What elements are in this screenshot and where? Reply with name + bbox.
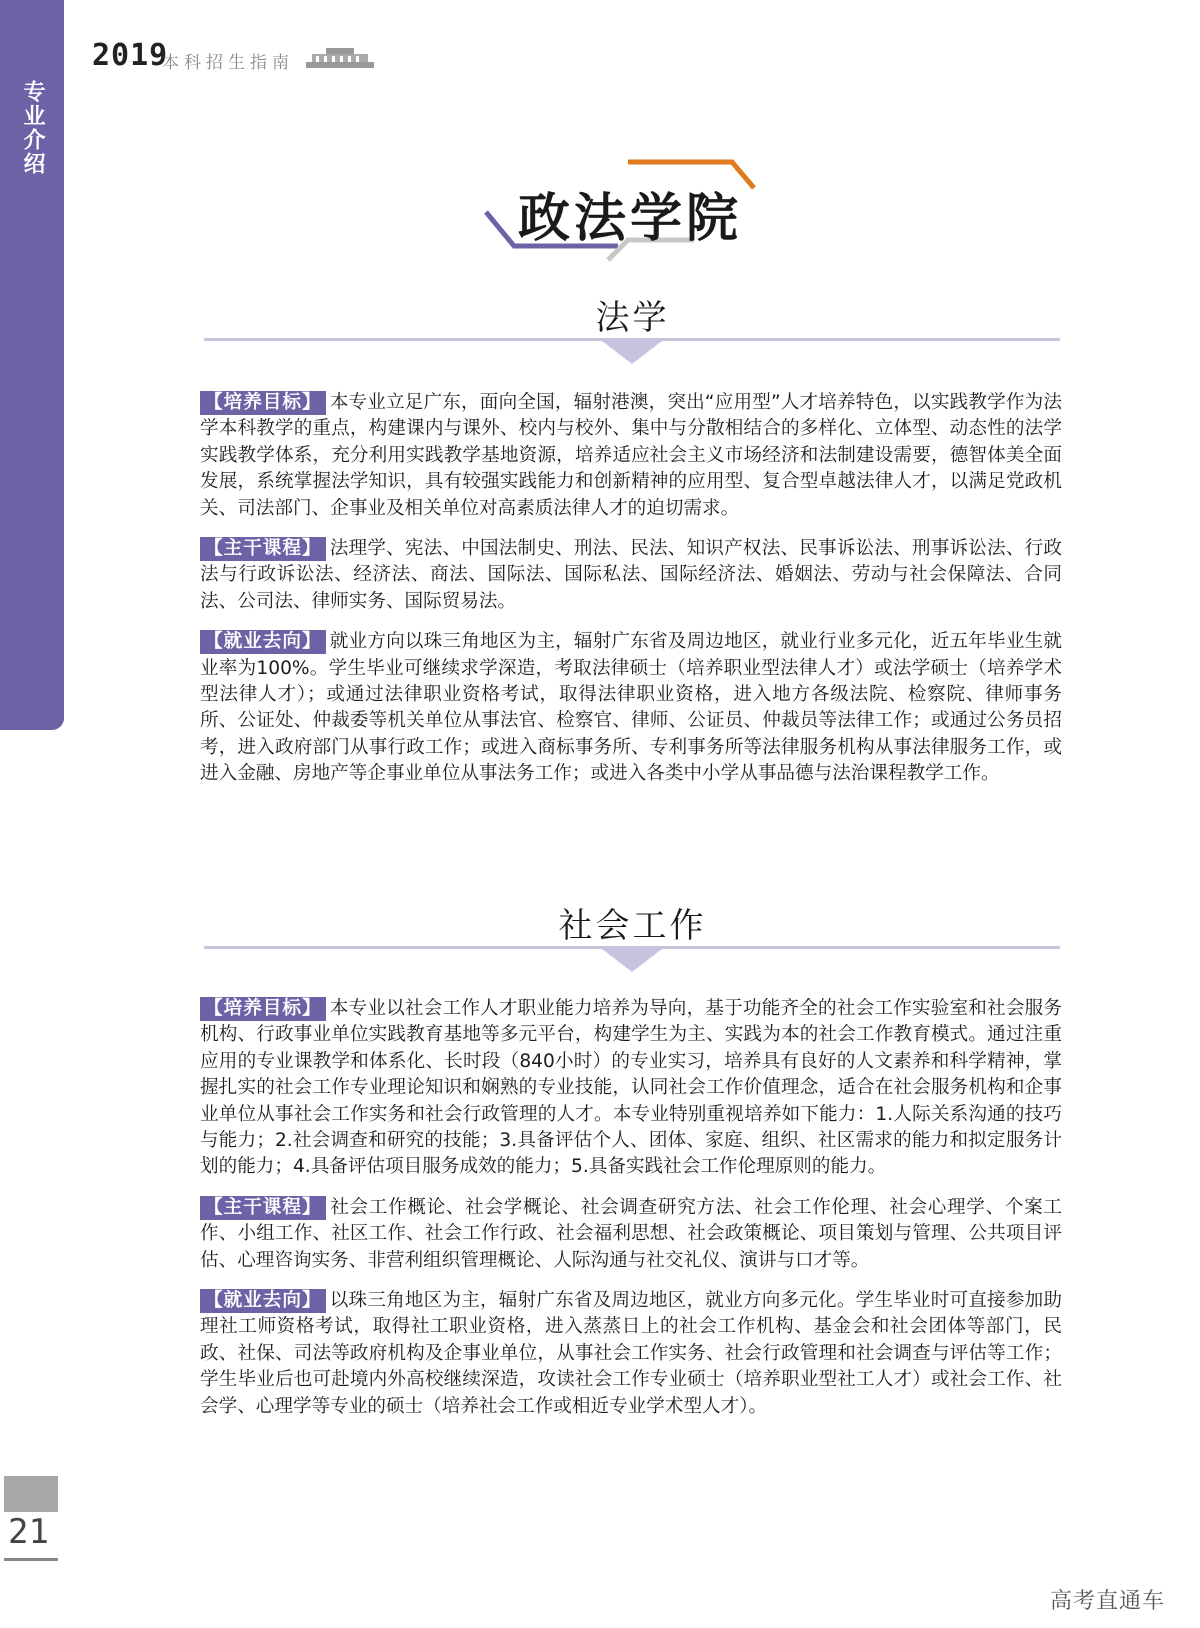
major-divider	[204, 940, 1060, 980]
section-tag: 【培养目标】	[200, 391, 326, 415]
section-text: 社会工作概论、社会学概论、社会调查研究方法、社会工作伦理、社会心理学、个案工作、小组工作、社区工作、社会工作行政、社会福利思想、社会政策概论、项目策划与管理、公共项目评估、心理咨询实务、非营利组织管理概论、人际沟通与社交礼仪、演讲与口才等。	[200, 1196, 1062, 1271]
section-tag: 【主干课程】	[200, 1196, 326, 1220]
law-training-goal	[200, 390, 1062, 522]
header-year: 2019	[92, 38, 169, 73]
section-text: 本专业以社会工作人才职业能力培养为导向，基于功能齐全的社会工作实验室和社会服务机构、行政事业单位实践教育基地等多元平台，构建学生为主、实践为本的社会工作教育模式。通过注重应用的专业课教学和体系化、长时段（840小时）的专业实习，培养具有良好的人文素养和科学精神，掌握扎实的社会工作专业理论知识和娴熟的专业技能，认同社会工作价值理念，适合在社会服务机构和企事业单位从事社会工作实务和社会行政管理的人才。本专业特别重视培养如下能力：1.人际关系沟通的技巧与能力；2.社会调查和研究的技能；3.具备评估个人、团体、家庭、组织、社区需求的能力和拟定服务计划的能力；4.具备评估项目服务成效的能力；5.具备实践社会工作伦理原则的能力。	[200, 998, 1062, 1178]
section-tag: 【就业去向】	[200, 630, 326, 654]
page-number-box	[4, 1476, 58, 1512]
law-main-courses	[200, 536, 1062, 615]
section-text: 法理学、宪法、中国法制史、刑法、民法、知识产权法、民事诉讼法、刑事诉讼法、行政法与行政诉讼法、经济法、商法、国际法、国际私法、国际经济法、婚姻法、劳动与社会保障法、合同法、公司法、律师实务、国际贸易法。	[200, 538, 1062, 612]
section-text: 就业方向以珠三角地区为主，辐射广东省及周边地区，就业行业多元化，近五年毕业生就业率为100%。学生毕业可继续求学深造，考取法律硕士（培养职业型法律人才）或法学硕士（培养学术型法律人才）；或通过法律职业资格考试，取得法律职业资格，进入地方各级法院、检察院、律师事务所、公证处、仲裁委等机关单位从事法官、检察官、律师、公证员、仲裁员等法律工作；或通过公务员招考，进入政府部门从事行政工作；或进入商标事务所、专利事务所等法律服务机构从事法律服务工作，或进入金融、房地产等企事业单位从事法务工作；或进入各类中小学从事品德与法治课程教学工作。	[200, 631, 1062, 785]
section-text: 以珠三角地区为主，辐射广东省及周边地区，就业方向多元化。学生毕业时可直接参加助理社工师资格考试，取得社工职业资格，进入蒸蒸日上的社会工作机构、基金会和社会团体等部门，民政、社保、司法等政府机构及企事业单位，从事社会工作实务、社会行政管理和社会调查与评估等工作；学生毕业后也可赴境内外高校继续深造，攻读社会工作专业硕士（培养职业型社工人才）或社会工作、社会学、心理学等专业的硕士（培养社会工作或相近专业学术型人才）。	[200, 1290, 1062, 1417]
section-tag: 【培养目标】	[200, 997, 326, 1021]
header-title: 本科招生指南	[162, 53, 294, 73]
page-number-rule	[4, 1558, 58, 1561]
section-text: 本专业立足广东，面向全国，辐射港澳，突出“应用型”人才培养特色，以实践教学作为法学本科教学的重点，构建课内与课外、校内与校外、集中与分散相结合的多样化、立体型、动态性的法学实践教学体系，充分利用实践教学基地资源，培养适应社会主义市场经济和法制建设需要，德智体美全面发展，系统掌握法学知识，具有较强实践能力和创新精神的应用型、复合型卓越法律人才，以满足党政机关、司法部门、企事业及相关单位对高素质法律人才的迫切需求。	[200, 392, 1062, 519]
major-section-social-work	[200, 996, 1062, 1434]
sw-employment	[200, 1288, 1062, 1420]
sidebar-tab	[0, 0, 64, 730]
law-employment	[200, 629, 1062, 787]
section-tag: 【就业去向】	[200, 1289, 326, 1313]
watermark: 高考直通车	[1050, 1589, 1166, 1614]
college-title: 政法学院	[517, 188, 742, 249]
sw-training-goal	[200, 996, 1062, 1181]
section-tag: 【主干课程】	[200, 537, 326, 561]
major-title-law: 法学	[595, 298, 670, 338]
sidebar-label: 专业介绍	[20, 80, 45, 176]
major-title-social-work: 社会工作	[558, 906, 707, 946]
sw-main-courses	[200, 1195, 1062, 1274]
page-number: 21	[8, 1512, 49, 1552]
building-logo-icon	[304, 44, 376, 72]
major-section-law	[200, 390, 1062, 802]
major-divider	[204, 332, 1060, 372]
